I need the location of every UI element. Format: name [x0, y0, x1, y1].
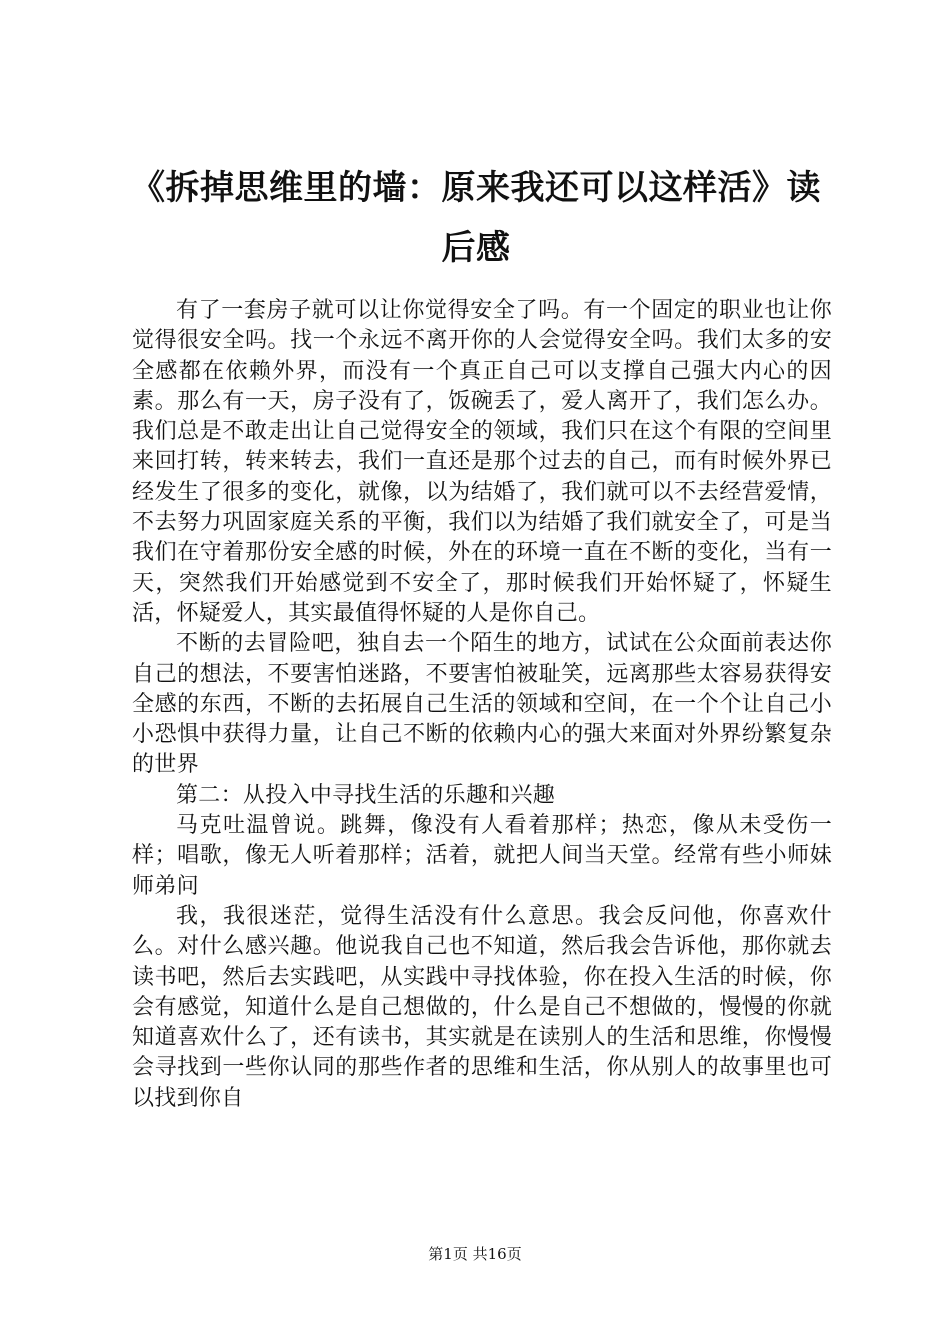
document-body: [132, 296, 832, 1114]
document-title: 《拆掉思维里的墙：原来我还可以这样活》读后感: [131, 168, 821, 268]
page-number-footer: 第1页 共16页: [428, 1245, 522, 1263]
paragraph-1: 有了一套房子就可以让你觉得安全了吗。有一个固定的职业也让你觉得很安全吗。找一个永远不离开你的人会觉得安全吗。我们太多的安全感都在依赖外界，而没有一个真正自己可以支撑自己强大内心的因素。那么有一天，房子没有了，饭碗丢了，爱人离开了，我们怎么办。我们总是不敢走出让自己觉得安全的领域，我们只在这个有限的空间里来回打转，转来转去，我们一直还是那个过去的自己，而有时候外界已经发生了很多的变化，就像，以为结婚了，我们就可以不去经营爱情，不去努力巩固家庭关系的平衡，我们以为结婚了我们就安全了，可是当我们在守着那份安全感的时候，外在的环境一直在不断的变化，当有一天，突然我们开始感觉到不安全了，那时候我们开始怀疑了，怀疑生活，怀疑爱人，其实最值得怀疑的人是你自己。: [132, 298, 832, 626]
paragraph-2: 不断的去冒险吧，独自去一个陌生的地方，试试在公众面前表达你自己的想法，不要害怕迷路，不要害怕被耻笑，远离那些太容易获得安全感的东西，不断的去拓展自己生活的领域和空间，在一个个让自己小小恐惧中获得力量，让自己不断的依赖内心的强大来面对外界纷繁复杂的世界: [132, 631, 832, 778]
section-heading-2: 第二：从投入中寻找生活的乐趣和兴趣: [176, 782, 556, 808]
paragraph-4: 我，我很迷茫，觉得生活没有什么意思。我会反问他，你喜欢什么。对什么感兴趣。他说我自己也不知道，然后我会告诉他，那你就去读书吧，然后去实践吧，从实践中寻找体验，你在投入生活的时候，你会有感觉，知道什么是自己想做的，什么是自己不想做的，慢慢的你就知道喜欢什么了，还有读书，其实就是在读别人的生活和思维，你慢慢会寻找到一些你认同的那些作者的思维和生活，你从别人的故事里也可以找到你自: [132, 903, 832, 1111]
paragraph-3: 马克吐温曾说。跳舞，像没有人看着那样；热恋，像从未受伤一样；唱歌，像无人听着那样；活着，就把人间当天堂。经常有些小师妹师弟问: [132, 813, 832, 899]
